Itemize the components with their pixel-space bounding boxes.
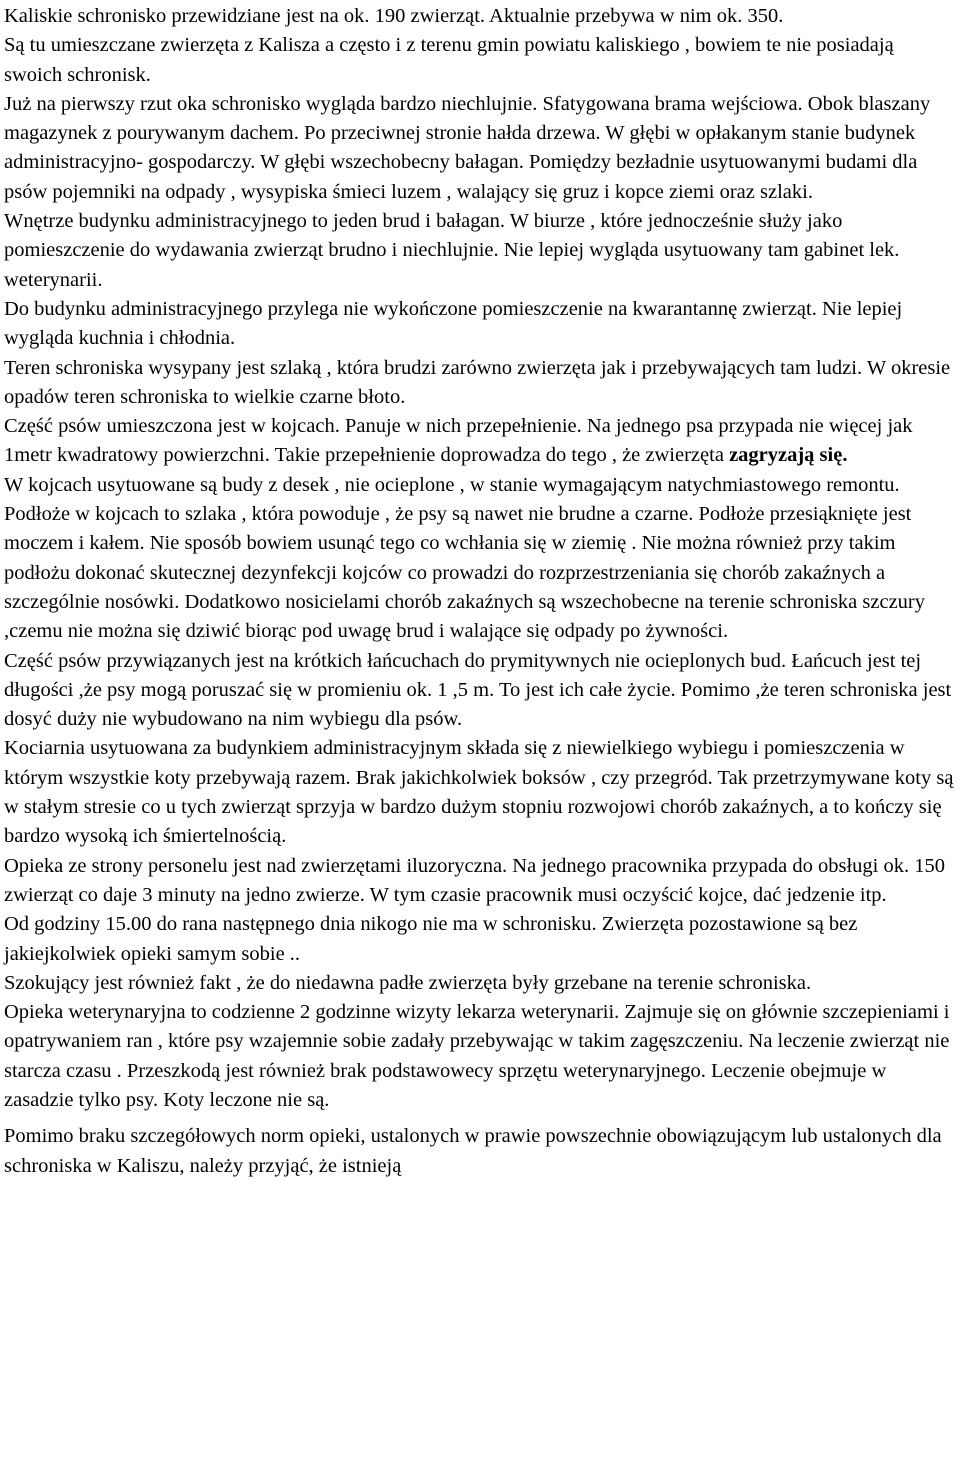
paragraph-night-hours bbox=[4, 910, 956, 969]
paragraph-capacity bbox=[4, 2, 956, 31]
paragraph-text: W kojcach usytuowane są budy z desek , nie ocieplone , w stanie wymagającym natychmiastowego remontu. Podłoże w kojcach to szlaka , która powoduje , że psy są nawet nie brudne a czarne. Podłoże przesiąknięte jest moczem i kałem. Nie sposób bowiem usunąć tego co wchłania się w ziemię . Nie można również przy takim podłożu dokonać skutecznej dezynfekcji kojców co prowadzi do rozprzestrzeniania się chorób zakaźnych a szczególnie nosówki. Dodatkowo nosicielami chorób zakaźnych są wszechobecne na terenie schroniska szczury ,czemu nie można się dziwić biorąc pod uwagę brud i walające się odpady po żywności. bbox=[4, 473, 926, 643]
paragraph-text: Część psów umieszczona jest w kojcach. Panuje w nich przepełnienie. Na jednego psa przypada nie więcej jak 1metr kwadratowy powierzchni. Takie przepełnienie doprowadza do tego , że zwierzęta bbox=[4, 415, 913, 467]
paragraph-text: Kociarnia usytuowana za budynkiem administracyjnym składa się z niewielkiego wybiegu i pomieszczenia w którym wszystkie koty przebywają razem. Brak jakichkolwiek boksów , czy przegród. Tak przetrzymywane koty są w stałym stresie co u tych zwierząt sprzyja w bardzo dużym stopniu rozwojowi chorób zakaźnych, a to kończy się bardzo wysoką ich śmiertelnością. bbox=[4, 737, 954, 848]
paragraph-kennels-overcrowding bbox=[4, 412, 956, 471]
paragraph-admin-building bbox=[4, 207, 956, 295]
paragraph-text: Od godziny 15.00 do rana następnego dnia nikogo nie ma w schronisku. Zwierzęta pozostawione są bez jakiejkolwiek opieki samym sobie .. bbox=[4, 913, 858, 965]
emphasis-text: zagryzają się. bbox=[729, 444, 848, 467]
paragraph-quarantine bbox=[4, 295, 956, 354]
paragraph-kennels-condition bbox=[4, 471, 956, 647]
paragraph-text: Są tu umieszczane zwierzęta z Kalisza a często i z terenu gmin powiatu kaliskiego , bowiem te nie posiadają swoich schronisk. bbox=[4, 34, 894, 86]
document-page bbox=[4, 2, 956, 1181]
paragraph-text: Pomimo braku szczegółowych norm opieki, ustalonych w prawie powszechnie obowiązującym lub ustalonych dla schroniska w Kaliszu, należy przyjąć, że istnieją bbox=[4, 1125, 942, 1177]
paragraph-text: Już na pierwszy rzut oka schronisko wygląda bardzo niechlujnie. Sfatygowana brama wejściowa. Obok blaszany magazynek z pourywanym dachem. Po przeciwnej stronie hałda drzewa. W głębi w opłakanym stanie budynek administracyjno- gospodarczy. W głębi wszechobecny bałagan. Pomiędzy bezładnie usytuowanymi budami dla psów pojemniki na odpady , wysypiska śmieci luzem , walający się gruz i kopce ziemi oraz szlaki. bbox=[4, 92, 931, 203]
paragraph-chained-dogs bbox=[4, 647, 956, 735]
paragraph-text: Wnętrze budynku administracyjnego to jeden brud i bałagan. W biurze , które jednocześnie służy jako pomieszczenie do wydawania zwierząt brudno i niechlujnie. Nie lepiej wygląda usytuowany tam gabinet lek. weterynarii. bbox=[4, 210, 900, 291]
paragraph-cattery bbox=[4, 734, 956, 851]
paragraph-text: Teren schroniska wysypany jest szlaką , która brudzi zarówno zwierzęta jak i przebywających tam ludzi. W okresie opadów teren schroniska to wielkie czarne błoto. bbox=[4, 356, 951, 408]
paragraph-text: Opieka weterynaryjna to codzienne 2 godzinne wizyty lekarza weterynarii. Zajmuje się on głównie szczepieniami i opatrywaniem ran , które psy wzajemnie sobie zadały przebywając w takim zagęszczeniu. Na leczenie zwierząt nie starcza czasu . Przeszkodą jest również brak podstawowecy sprzętu weterynaryjnego. Leczenie obejmuje w zasadzie tylko psy. Koty leczone nie są. bbox=[4, 1001, 950, 1111]
paragraph-veterinary-care bbox=[4, 998, 956, 1115]
paragraph-burials bbox=[4, 969, 956, 998]
paragraph-norms bbox=[4, 1122, 956, 1181]
paragraph-text: Kaliskie schronisko przewidziane jest na ok. 190 zwierząt. Aktualnie przebywa w nim ok. 350. bbox=[4, 5, 784, 27]
paragraph-text: Opieka ze strony personelu jest nad zwierzętami iluzoryczna. Na jednego pracownika przypada do obsługi ok. 150 zwierząt co daje 3 minuty na jedno zwierze. W tym czasie pracownik musi oczyścić kojce, dać jedzenie itp. bbox=[4, 854, 945, 906]
paragraph-staff-care bbox=[4, 852, 956, 911]
paragraph-text: Część psów przywiązanych jest na krótkich łańcuchach do prymitywnych nie ocieplonych bud. Łańcuch jest tej długości ,że psy mogą poruszać się w promieniu ok. 1 ,5 m. To jest ich całe życie. Pomimo ,że teren schroniska jest dosyć duży nie wybudowano na nim wybiegu dla psów. bbox=[4, 649, 952, 731]
paragraph-grounds bbox=[4, 354, 956, 413]
paragraph-first-impression bbox=[4, 90, 956, 207]
paragraph-text: Szokujący jest również fakt , że do niedawna padłe zwierzęta były grzebane na terenie schroniska. bbox=[4, 971, 812, 994]
paragraph-text: Do budynku administracyjnego przylega nie wykończone pomieszczenie na kwarantannę zwierząt. Nie lepiej wygląda kuchnia i chłodnia. bbox=[4, 297, 903, 350]
paragraph-origin bbox=[4, 31, 956, 90]
